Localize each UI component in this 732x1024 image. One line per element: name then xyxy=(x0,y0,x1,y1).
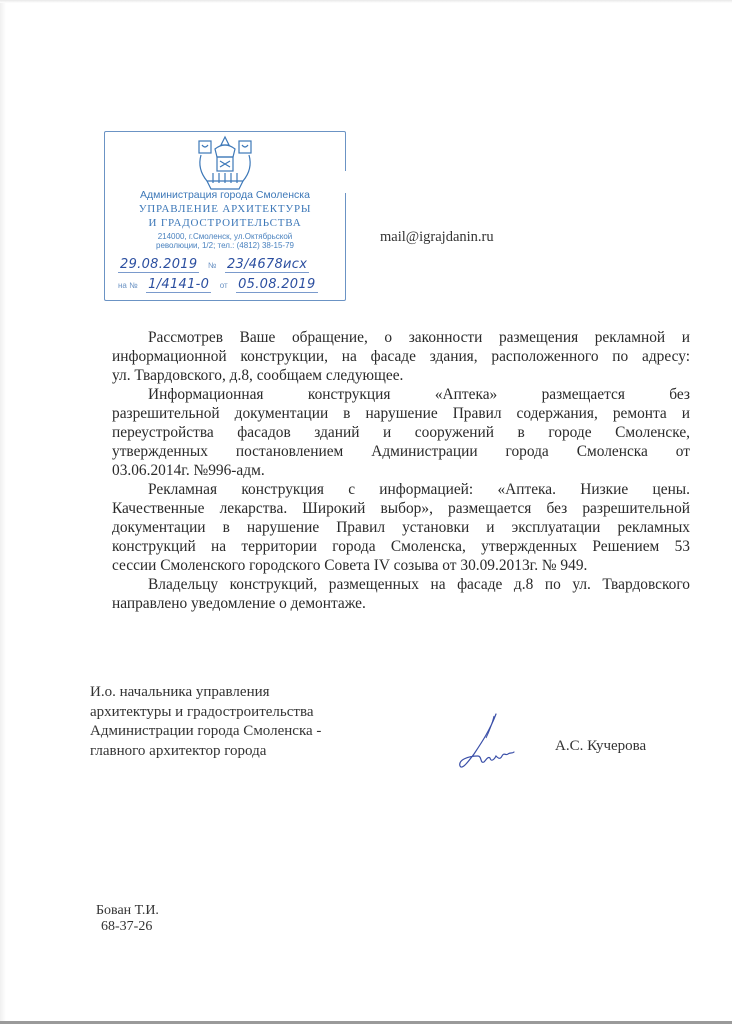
body-line: Рассмотрев Ваше обращение, о законности размещения рекламной и xyxy=(148,329,690,346)
executor-info xyxy=(96,903,159,935)
signatory-title xyxy=(90,683,321,761)
stamp-organization: Администрация города Смоленска xyxy=(140,189,310,201)
body-line: 03.06.2014г. №996-адм. xyxy=(112,462,265,479)
handwritten-signature-icon xyxy=(456,712,516,774)
body-line: сессии Смоленского городского Совета IV созыва от 30.09.2013г. № 949. xyxy=(112,557,588,574)
coat-of-arms-icon xyxy=(193,135,257,191)
signatory-title-line: главного архитектор города xyxy=(90,742,267,759)
letter-body xyxy=(112,328,690,613)
outgoing-date: 29.08.2019 xyxy=(120,257,198,272)
stamp-outgoing-row xyxy=(118,255,338,273)
body-line: разрешительной документации в нарушение Правил содержания, ремонта и xyxy=(112,405,690,422)
body-line: Рекламная конструкция с информацией: «Аптека. Низкие цены. xyxy=(148,481,690,498)
stamp-address-line1: 214000, г.Смоленск, ул.Октябрьской xyxy=(157,232,293,241)
page-top-edge xyxy=(0,0,732,3)
stamp-department-line1: УПРАВЛЕНИЕ АРХИТЕКТУРЫ xyxy=(138,203,312,215)
registration-stamp xyxy=(104,131,346,301)
recipient-email: mail@igrajdanin.ru xyxy=(380,229,494,245)
body-line: документации в нарушение Правил установки и эксплуатации рекламных xyxy=(112,519,690,536)
body-line: информационной конструкции, на фасаде здания, расположенного по адресу: xyxy=(112,348,690,365)
signatory-title-line: архитектуры и градостроительства xyxy=(90,703,314,720)
page-left-edge xyxy=(0,0,6,1024)
signatory-title-line: Администрации города Смоленска - xyxy=(90,723,322,739)
executor-name: Бован Т.И. xyxy=(96,903,159,918)
executor-phone: 68-37-26 xyxy=(101,919,153,934)
stamp-reply-row xyxy=(118,275,338,293)
reply-to-number: 1/4141-0 xyxy=(148,277,210,292)
body-line: Владельцу конструкций, размещенных на фасаде д.8 по ул. Твардовского xyxy=(148,576,690,593)
stamp-department-line2: И ГРАДОСТРОИТЕЛЬСТВА xyxy=(148,217,302,229)
reply-to-date: 05.08.2019 xyxy=(238,277,316,292)
body-line: Информационная конструкция «Аптека» размещается без xyxy=(148,386,690,403)
stamp-address-line2: революции, 1/2; тел.: (4812) 38-15-79 xyxy=(156,241,294,250)
body-line: направлено уведомление о демонтаже. xyxy=(112,595,366,612)
number-label: № xyxy=(207,261,217,270)
body-line: ул. Твардовского, д.8, сообщаем следующее. xyxy=(112,367,404,384)
body-line: переустройства фасадов зданий и сооружений в городе Смоленске, xyxy=(112,424,690,441)
from-label: от xyxy=(219,281,228,290)
signatory-title-line: И.о. начальника управления xyxy=(90,684,270,700)
signer-name: А.С. Кучерова xyxy=(555,738,647,754)
body-line: Качественные лекарства. Широкий выбор», размещается без разрешительной xyxy=(112,500,690,517)
outgoing-number: 23/4678исх xyxy=(226,257,308,272)
body-line: конструкций на территории города Смоленска, утвержденных Решением 53 xyxy=(112,538,690,555)
body-line: утвержденных постановлением Администрации города Смоленска от xyxy=(112,443,690,460)
reply-to-label: на № xyxy=(118,281,138,290)
